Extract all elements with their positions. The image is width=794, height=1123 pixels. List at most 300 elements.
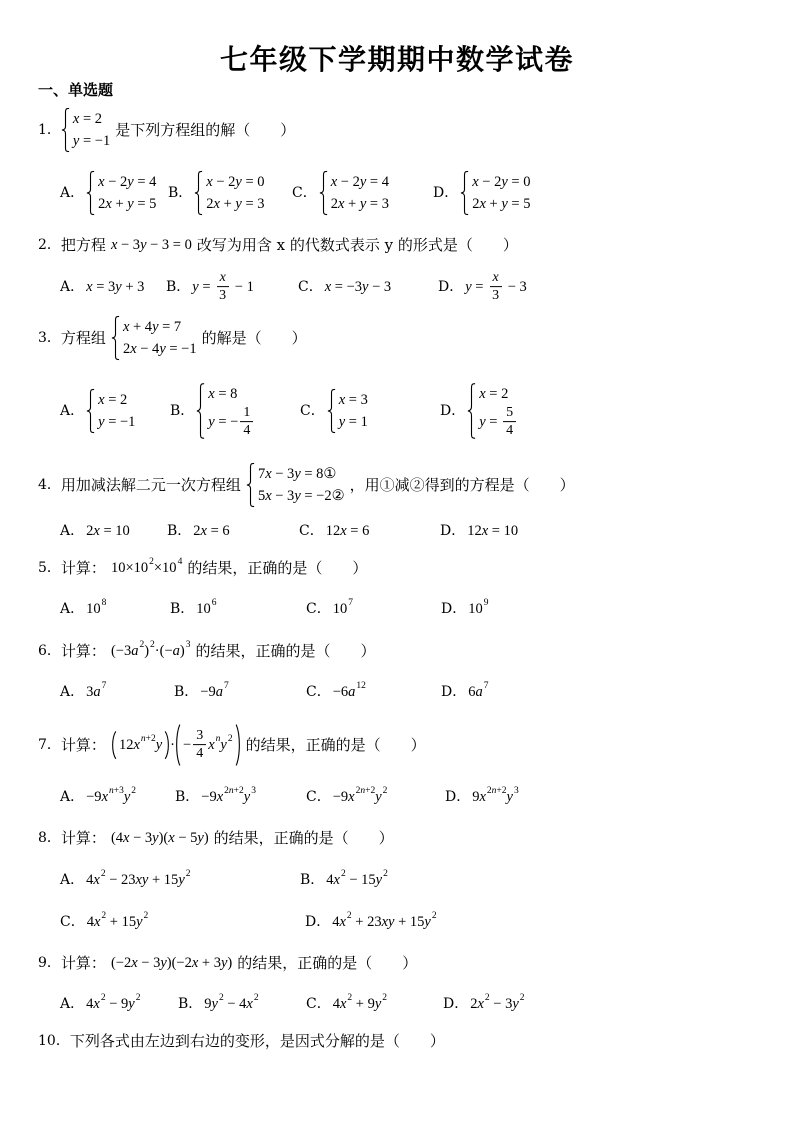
math-expression	[192, 270, 254, 304]
question-text: 计算：	[60, 642, 106, 660]
exponent: 4	[177, 557, 183, 567]
math-text: 2x − 4y = −1	[122, 341, 197, 357]
exponent: 2	[218, 993, 224, 1003]
math-text: y =	[479, 414, 502, 430]
equation-line	[73, 108, 110, 130]
math-text: − 15y	[345, 872, 383, 888]
exponent: 2	[101, 911, 107, 921]
math-text: −9x	[332, 789, 355, 805]
math-text: 2x + y = 5	[98, 196, 157, 212]
math-expression	[333, 994, 387, 1014]
exam-title: 七年级下学期期中数学试卷	[219, 44, 574, 75]
math-expression	[327, 389, 368, 433]
math-text: x − 2y = 0	[472, 174, 531, 190]
equation-line	[123, 316, 197, 338]
math-expression	[86, 682, 106, 702]
equation-lines	[73, 108, 110, 152]
question-text: 方程组	[60, 329, 106, 347]
option-label: A．	[60, 601, 85, 617]
option-label: A．	[60, 684, 85, 700]
fraction-denominator: 4	[196, 746, 204, 762]
question-text: 的结果，正确的是（ ）	[237, 954, 418, 972]
option-label: A．	[60, 789, 85, 805]
equation-lines	[98, 389, 135, 433]
equation-system	[111, 316, 197, 360]
math-text: 2x = 6	[193, 523, 230, 539]
option-d	[433, 171, 530, 215]
option-label: B．	[300, 872, 325, 888]
math-text: − 4x	[223, 996, 253, 1012]
math-expression	[117, 731, 164, 759]
math-expression	[61, 828, 394, 848]
math-expression	[87, 912, 149, 932]
left-brace-icon	[194, 171, 203, 215]
math-text: 10×10	[110, 560, 149, 576]
fraction-numerator: 3	[193, 728, 206, 745]
math-expression	[467, 383, 518, 439]
option-c	[60, 912, 148, 932]
math-text: + 9y	[352, 996, 382, 1012]
equation-line	[206, 171, 264, 193]
question-number: 8．	[38, 830, 61, 846]
fraction-numerator: x	[490, 270, 502, 287]
exponent: 2	[253, 993, 259, 1003]
math-expression	[73, 109, 102, 129]
math-text: x	[208, 737, 215, 753]
right-paren-icon	[164, 731, 170, 759]
equation-line	[98, 389, 135, 411]
equation-lines	[98, 171, 156, 215]
equation-line	[472, 171, 530, 193]
exponent: 2	[139, 640, 145, 650]
math-text: − 3y	[489, 996, 519, 1012]
option-c	[306, 994, 387, 1014]
math-text: (4x − 3y)(x − 5y)	[110, 830, 209, 846]
exponent: 2n+2	[486, 786, 507, 796]
exponent: 2	[431, 911, 437, 921]
math-expression	[206, 194, 264, 214]
math-expression	[333, 787, 388, 807]
question-number: 9．	[38, 955, 61, 971]
left-paren-icon	[175, 724, 181, 766]
question-text: 计算：	[60, 829, 106, 847]
option-a	[60, 277, 144, 297]
math-text: −9x	[86, 789, 108, 805]
equation-line	[98, 193, 156, 215]
exponent: 2	[100, 869, 106, 879]
math-text: − 3	[504, 279, 527, 295]
option-c	[298, 277, 391, 297]
exponent: 3	[185, 640, 191, 650]
option-label: A．	[60, 185, 85, 201]
option-d	[441, 599, 488, 619]
math-text: y = −1	[72, 133, 111, 149]
question-number: 6．	[38, 643, 61, 659]
question-number: 5．	[38, 560, 61, 576]
question-text: ，用①减②得到的方程是（ ）	[349, 476, 575, 494]
math-expression	[204, 994, 258, 1014]
math-text: y	[123, 789, 131, 805]
math-text: (−2x − 3y)(−2x + 3y)	[110, 955, 233, 971]
math-expression	[333, 599, 353, 619]
equation-system	[319, 171, 389, 215]
question-3	[38, 316, 307, 360]
math-expression	[86, 389, 135, 433]
option-label: B．	[174, 684, 199, 700]
question-number: 2．	[38, 237, 61, 253]
math-text: x = 2	[98, 392, 128, 408]
math-text: y	[155, 737, 163, 753]
left-brace-icon	[61, 108, 70, 152]
math-expression	[326, 870, 388, 890]
math-expression	[61, 953, 417, 973]
math-text: −9a	[200, 684, 223, 700]
exponent: 2	[149, 557, 154, 567]
option-label: B．	[178, 996, 203, 1012]
option-d	[438, 270, 527, 304]
question-number: 3．	[38, 330, 61, 346]
math-expression	[339, 390, 368, 410]
exponent: 9	[483, 598, 489, 608]
equation-line	[472, 193, 530, 215]
math-expression	[470, 994, 524, 1014]
question-1	[38, 108, 295, 152]
option-d	[305, 912, 437, 932]
math-expression	[61, 316, 307, 360]
exponent: n+3	[109, 786, 124, 796]
option-label: B．	[170, 601, 195, 617]
math-expression	[98, 194, 156, 214]
equation-line	[479, 405, 518, 439]
option-label: A．	[60, 523, 85, 539]
exponent: 3	[251, 786, 256, 796]
equation-line	[258, 485, 345, 507]
math-text: − 23xy + 15y	[105, 872, 185, 888]
fraction-denominator: 3	[219, 288, 227, 304]
equation-system	[327, 389, 368, 433]
exponent: 7	[483, 681, 489, 691]
question-text: 的结果，正确的是（ ）	[187, 559, 368, 577]
math-text: ·	[170, 737, 176, 753]
math-text: x = 3y + 3	[86, 279, 145, 295]
math-text: x = 3	[338, 392, 368, 408]
left-brace-icon	[327, 389, 336, 433]
option-a	[60, 994, 140, 1014]
fraction-numerator: x	[217, 270, 229, 287]
section-heading: 一、单选题	[38, 81, 114, 99]
question-8	[38, 828, 394, 848]
option-d	[445, 787, 519, 807]
exponent: 2	[135, 993, 141, 1003]
math-text: )	[144, 643, 150, 659]
option-b	[167, 521, 230, 541]
equation-system	[460, 171, 530, 215]
option-b	[300, 870, 388, 890]
math-expression	[123, 339, 197, 359]
question-4	[38, 463, 575, 507]
math-expression	[472, 194, 530, 214]
math-text: x = 2	[479, 386, 509, 403]
left-brace-icon	[246, 463, 255, 507]
math-expression	[86, 521, 130, 541]
option-b	[166, 270, 254, 304]
option-b	[170, 383, 255, 439]
exponent: 2	[227, 734, 233, 744]
option-label: C．	[300, 403, 325, 419]
option-a	[60, 599, 106, 619]
math-text: x = 2	[72, 111, 103, 127]
math-text: 5x − 3y = −2②	[257, 488, 345, 504]
math-expression	[472, 172, 530, 192]
option-d	[440, 383, 518, 439]
math-text: + 15y	[106, 914, 143, 930]
left-brace-icon	[111, 316, 120, 360]
option-c	[306, 682, 366, 702]
math-expression	[208, 405, 255, 439]
option-label: C．	[306, 601, 331, 617]
math-expression	[73, 131, 110, 151]
question-text: 的结果，正确的是（ ）	[245, 736, 426, 754]
math-expression	[181, 724, 235, 766]
equation-line	[331, 171, 389, 193]
option-label: B．	[175, 789, 200, 805]
left-brace-icon	[196, 383, 205, 439]
question-text: 用加减法解二元一次方程组	[60, 476, 241, 494]
math-text: 4x	[332, 914, 346, 930]
math-text: 2x + y = 3	[330, 196, 389, 212]
math-text: y	[220, 737, 227, 753]
parenthesized-expression	[111, 731, 170, 759]
option-label: A．	[60, 872, 85, 888]
exponent: 2	[340, 869, 346, 879]
equation-system	[467, 383, 518, 439]
option-label: B．	[166, 279, 191, 295]
equation-lines	[331, 171, 389, 215]
math-text: y =	[465, 279, 488, 295]
math-expression	[465, 270, 527, 304]
exponent: 2	[519, 993, 525, 1003]
math-expression	[98, 172, 156, 192]
math-text: 12x = 10	[467, 523, 519, 539]
math-expression	[208, 384, 237, 404]
left-brace-icon	[460, 171, 469, 215]
exponent: 12	[356, 681, 366, 691]
equation-line	[339, 389, 368, 411]
math-text: (−3a	[110, 643, 139, 659]
math-expression	[258, 464, 337, 484]
exponent: 7	[223, 681, 229, 691]
math-expression	[331, 172, 389, 192]
math-expression	[325, 277, 391, 297]
exponent: 2n+2	[355, 786, 376, 796]
fraction	[240, 405, 253, 439]
exponent: 2n+2	[224, 786, 244, 796]
option-label: A．	[60, 996, 85, 1012]
parenthesized-expression	[175, 724, 241, 766]
math-expression	[339, 412, 368, 432]
math-expression	[86, 870, 190, 890]
math-expression	[319, 171, 389, 215]
exponent: n	[215, 734, 221, 744]
math-expression	[193, 521, 229, 541]
question-7	[38, 724, 426, 766]
math-expression	[332, 912, 436, 932]
equation-line	[208, 383, 255, 405]
math-text: ·(−a)	[154, 643, 185, 659]
math-text: − 1	[231, 279, 254, 295]
option-label: A．	[60, 279, 85, 295]
question-text: 把方程	[60, 236, 106, 254]
option-b	[168, 171, 265, 215]
exponent: 2	[484, 993, 490, 1003]
exponent: 7	[101, 681, 107, 691]
math-expression	[70, 1031, 445, 1051]
equation-line	[208, 405, 255, 439]
math-expression	[61, 235, 518, 255]
left-brace-icon	[319, 171, 328, 215]
math-text: 12x = 6	[325, 523, 370, 539]
math-text: 6a	[468, 684, 483, 700]
equation-lines	[258, 463, 345, 507]
question-2	[38, 235, 518, 255]
math-expression	[479, 384, 508, 404]
math-text: x = −3y − 3	[324, 279, 392, 295]
math-text: − 9y	[105, 996, 135, 1012]
math-expression	[326, 521, 370, 541]
option-a	[60, 389, 135, 433]
equation-lines	[208, 383, 255, 439]
math-text: x − 2y = 0	[206, 174, 265, 190]
option-label: D．	[443, 996, 469, 1012]
fraction-numerator: 5	[503, 405, 516, 422]
math-text: 4x	[326, 872, 340, 888]
math-text: 3a	[86, 684, 101, 700]
right-paren-icon	[235, 724, 241, 766]
math-text: y	[506, 789, 513, 805]
fraction-denominator: 4	[243, 423, 251, 439]
math-expression	[123, 317, 181, 337]
question-6	[38, 641, 376, 661]
math-text: 10	[332, 601, 348, 617]
math-expression	[468, 682, 488, 702]
option-b	[174, 682, 229, 702]
exponent: n+2	[140, 734, 156, 744]
option-label: D．	[440, 523, 466, 539]
math-text: −	[183, 737, 192, 753]
math-expression	[460, 171, 530, 215]
equation-lines	[479, 383, 518, 439]
math-text: 10	[86, 601, 101, 617]
equation-line	[206, 193, 264, 215]
option-label: D．	[445, 789, 471, 805]
fraction-denominator: 4	[506, 423, 514, 439]
option-b	[178, 994, 259, 1014]
math-text: −6a	[332, 684, 356, 700]
option-label: C．	[60, 914, 85, 930]
equation-line	[98, 411, 135, 433]
option-d	[443, 994, 525, 1014]
math-expression	[331, 194, 389, 214]
math-text: 4x	[332, 996, 347, 1012]
math-expression	[86, 277, 144, 297]
math-text: x + 4y = 7	[122, 319, 182, 335]
equation-system	[86, 389, 135, 433]
math-text: x − 3y − 3 = 0	[110, 237, 192, 253]
option-label: C．	[306, 996, 331, 1012]
math-expression	[61, 724, 426, 766]
math-expression	[98, 412, 135, 432]
option-a	[60, 521, 130, 541]
question-9	[38, 953, 417, 973]
math-expression	[86, 599, 106, 619]
option-a	[60, 171, 156, 215]
exponent: 2	[383, 869, 388, 879]
math-text: y = 1	[338, 414, 368, 430]
math-expression	[206, 172, 264, 192]
math-expression	[86, 994, 140, 1014]
exponent: 2	[131, 786, 137, 796]
option-a	[60, 682, 106, 702]
option-label: D．	[441, 684, 467, 700]
option-label: B．	[170, 403, 195, 419]
exponent: 2	[346, 911, 352, 921]
math-text: x − 2y = 4	[330, 174, 389, 190]
option-a	[60, 787, 136, 807]
option-label: C．	[298, 279, 323, 295]
question-number: 10．	[38, 1033, 70, 1049]
equation-system	[86, 171, 156, 215]
option-label: D．	[433, 185, 459, 201]
math-text: y	[243, 789, 251, 805]
equation-system	[246, 463, 345, 507]
math-text: 7x − 3y = 8①	[257, 466, 337, 482]
equation-line	[331, 193, 389, 215]
option-c	[299, 521, 369, 541]
equation-system	[61, 108, 110, 152]
math-text: y	[375, 789, 382, 805]
math-expression	[201, 787, 256, 807]
math-text: x − 2y = 4	[98, 174, 157, 190]
math-text: −9x	[201, 789, 224, 805]
fraction	[503, 405, 516, 439]
math-expression	[258, 486, 345, 506]
question-text: 计算：	[60, 954, 106, 972]
fraction-denominator: 3	[492, 288, 500, 304]
question-text: 的结果，正确的是（ ）	[195, 642, 376, 660]
math-text: 4x	[86, 914, 101, 930]
exponent: 6	[211, 598, 217, 608]
option-label: C．	[306, 789, 331, 805]
math-expression	[200, 682, 228, 702]
math-expression	[61, 463, 575, 507]
math-text: 2x + y = 5	[472, 196, 531, 212]
option-b	[170, 599, 217, 619]
option-label: D．	[440, 403, 466, 419]
question-text: 下列各式由左边到右边的变形，是因式分解的是（ ）	[69, 1032, 445, 1050]
equation-lines	[339, 389, 368, 433]
math-expression	[194, 171, 264, 215]
question-text: 是下列方程组的解（ ）	[115, 121, 296, 139]
question-number: 1．	[38, 122, 61, 138]
math-text: ×10	[153, 560, 177, 576]
left-brace-icon	[86, 389, 95, 433]
question-text: 的解是（ ）	[201, 329, 307, 347]
exponent: 2	[150, 640, 155, 650]
fraction-numerator: 1	[240, 405, 253, 422]
option-c	[306, 787, 387, 807]
equation-line	[123, 338, 197, 360]
math-expression	[472, 787, 518, 807]
